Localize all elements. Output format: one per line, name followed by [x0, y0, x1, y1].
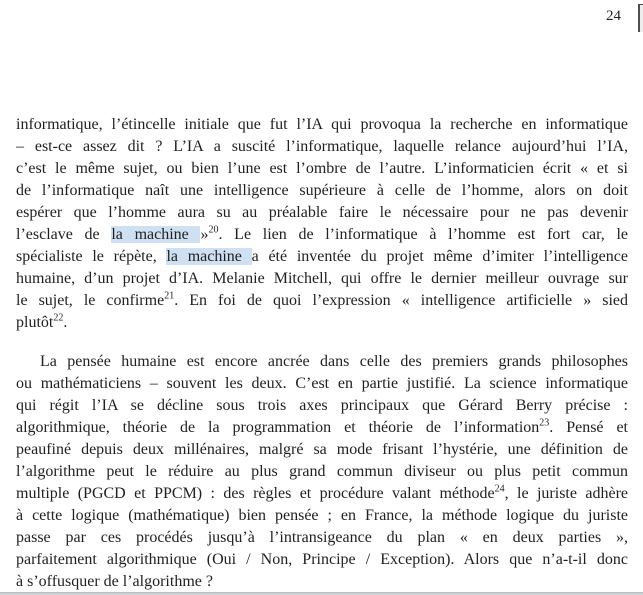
text-line — [16, 549, 628, 571]
text-span: l’esclave de — [16, 226, 112, 243]
text-line — [16, 202, 628, 224]
text-span: . — [63, 314, 68, 331]
footnote-ref: 23 — [539, 417, 550, 429]
paragraph — [16, 351, 628, 593]
text-block — [16, 114, 628, 593]
text-span: de l’informatique naît une intelligence supérieure à celle de l’homme, alors on doit — [16, 182, 628, 199]
text-span: peaufiné depuis deux millénaires, malgré sa mode frisant l’hystérie, une définition de — [16, 441, 628, 458]
text-span: le sujet, le confirme — [16, 292, 165, 309]
text-line — [16, 246, 628, 268]
text-span: qui régit l’IA se décline sous trois axes principaux que Gérard Berry précise : — [16, 397, 628, 414]
text-line — [16, 180, 628, 202]
text-line — [16, 290, 628, 312]
text-span: . Pensé et — [549, 419, 628, 436]
text-line — [16, 224, 628, 246]
footnote-ref: 20 — [208, 224, 219, 236]
text-span: a été inventée du projet même d’imiter l’intelligence — [251, 248, 628, 265]
text-line — [16, 114, 628, 136]
text-span: spécialiste le répète, — [16, 248, 167, 265]
text-span: espérer que l’homme aura su au préalable faire le nécessaire pour ne pas devenir — [16, 204, 628, 221]
text-span: à cette logique (mathématique) bien pensée ; en France, la méthode logique du juriste — [16, 507, 628, 524]
text-span: plutôt — [16, 314, 54, 331]
text-line — [16, 158, 628, 180]
text-line — [16, 461, 628, 483]
text-line — [16, 136, 628, 158]
text-line — [16, 351, 628, 373]
text-span: informatique, l’étincelle initiale que fut l’IA qui provoqua la recherche en informatique — [16, 116, 628, 133]
text-line — [16, 527, 628, 549]
text-span: » — [200, 226, 209, 243]
text-line — [16, 483, 628, 505]
text-span: passe par ces procédés jusqu’à l’intransigeance du plan « en deux parties », — [16, 529, 628, 546]
text-line — [16, 439, 628, 461]
text-line — [16, 268, 628, 290]
page-number: 24 — [606, 8, 621, 24]
text-span: algorithmique, théorie de la programmation et théorie de l’information — [16, 419, 540, 436]
text-span: . Le lien de l’informatique à l’homme est fort car, le — [218, 226, 628, 243]
text-line — [16, 505, 628, 527]
paragraph — [16, 114, 628, 334]
text-span: c’est le même sujet, ou bien l’une est l’ombre de l’autre. L’informaticien écrit « et si — [16, 160, 628, 177]
text-span: . En foi de quoi l’expression « intelligence artificielle » sied — [174, 292, 628, 309]
text-line — [16, 312, 628, 334]
footnote-ref: 24 — [494, 483, 505, 495]
highlight-span: la machine — [166, 248, 252, 265]
text-span: – est-ce assez dit ? L’IA a suscité l’informatique, laquelle relance aujourd’hui l’IA, — [16, 138, 628, 155]
text-span: parfaitement algorithmique (Oui / Non, Principe / Exception). Alors que n’a-t-il donc — [16, 551, 628, 568]
text-span: ou mathématiciens – souvent les deux. C’est en partie justifié. La science informatique — [16, 375, 628, 392]
text-span: humaine, d’un projet d’IA. Melanie Mitchell, qui offre le dernier meilleur ouvrage sur — [16, 270, 628, 287]
text-span: multiple (PGCD et PPCM) : des règles et procédure valant méthode — [16, 485, 495, 502]
footnote-ref: 22 — [53, 312, 64, 324]
text-line — [16, 395, 628, 417]
text-span: , le juriste adhère — [504, 485, 628, 502]
text-line — [16, 571, 628, 593]
text-span: l’algorithme peut le réduire au plus grand commun diviseur ou plus petit commun — [16, 463, 628, 480]
highlight-span: la machine — [111, 226, 201, 243]
text-line — [16, 417, 628, 439]
scrollbar-thumb[interactable] — [638, 4, 643, 32]
footnote-ref: 21 — [164, 290, 175, 302]
text-span: à s’offusquer de l’algorithme ? — [16, 573, 213, 590]
text-span: La pensée humaine est encore ancrée dans celle des premiers grands philosophes — [40, 353, 628, 370]
text-line — [16, 373, 628, 395]
